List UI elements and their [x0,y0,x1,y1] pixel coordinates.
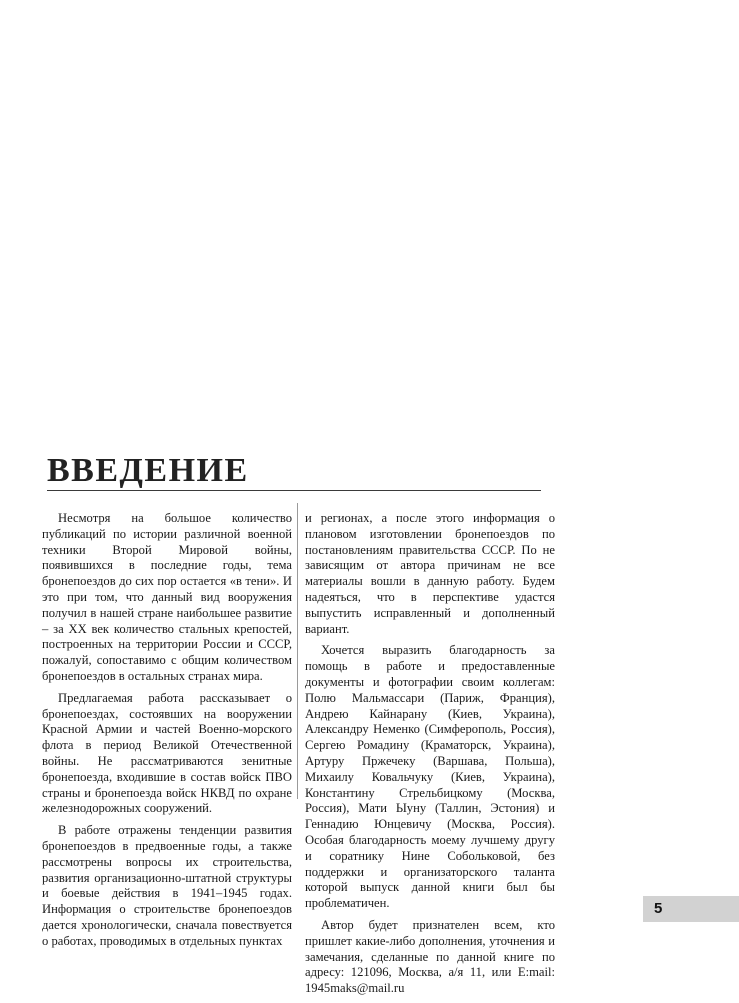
body-paragraph-continued: и регионах, а после этого информация о плановом изготовлении бронепоездов по постановлениям правительства СССР. По не зависящим от автора причинам не все материалы вошли в данную работу. Будем надеяться, что в перспективе удастся выпустить исправленный и дополненный вариант. [305,511,555,636]
right-text-column [305,511,555,1003]
body-paragraph: Предлагаемая работа рассказывает о бронепоездах, состоявших на вооружении Красной Армии и частей Военно-морского флота в период Великой Отечественной войны. Не рассматриваются зенитные бронепоезда, входившие в состав войск ПВО страны и бронепоезда войск НКВД по охране железнодорожных сооружений. [42,690,292,816]
body-paragraph: Хочется выразить благодарность за помощь в работе и предоставленные документы и фотографии своим коллегам: Полю Мальмассари (Париж, Франция), Андрею Кайнарану (Киев, Украина), Александру Неменко (Симферополь, Россия), Сергею Ромадину (Краматорск, Украина), Артуру Пржечеку (Варшава, Польша), Михаилу Ковальчуку (Киев, Украина), Константину Стрельбицкому (Москва, Россия), Мати Ыуну (Таллин, Эстония) и Геннадию Юнцевичу (Москва, Россия). Особая благодарность моему лучшему другу и соратнику Нине Собольковой, без поддержки и организаторского таланта которой выпуск данной книги был бы проблематичен. [305,643,555,911]
column-divider [297,503,298,799]
chapter-title: ВВЕДЕНИЕ [47,452,249,489]
page-number: 5 [654,900,663,917]
body-paragraph: В работе отражены тенденции развития бронепоездов в предвоенные годы, а также рассмотрены вопросы их строительства, развития организационно-штатной структуры и боевые действия в 1941–1945 годах. Информация о строительстве бронепоездов дается хронологически, сначала повествуется о работах, проводимых в отдельных пунктах [42,823,292,948]
left-text-column [42,511,292,956]
body-paragraph: Несмотря на большое количество публикаций по истории различной военной техники Второй Мировой войны, появившихся в последние годы, тема бронепоездов до сих пор остается «в тени». И это при том, что данный вид вооружения получил в нашей стране наибольшее развитие – за XX век количество стальных крепостей, построенных на территории России и СССР, пожалуй, сопоставимо с общим количеством бронепоездов в остальных странах мира. [42,511,292,683]
title-underline [47,490,541,491]
page-number-tab [643,896,739,922]
body-paragraph: Автор будет признателен всем, кто пришлет какие-либо дополнения, уточнения и замечания, сделанные по данной книге по адресу: 121096, Москва, а/я 11, или E:mail: 1945maks@mail.ru [305,917,555,996]
